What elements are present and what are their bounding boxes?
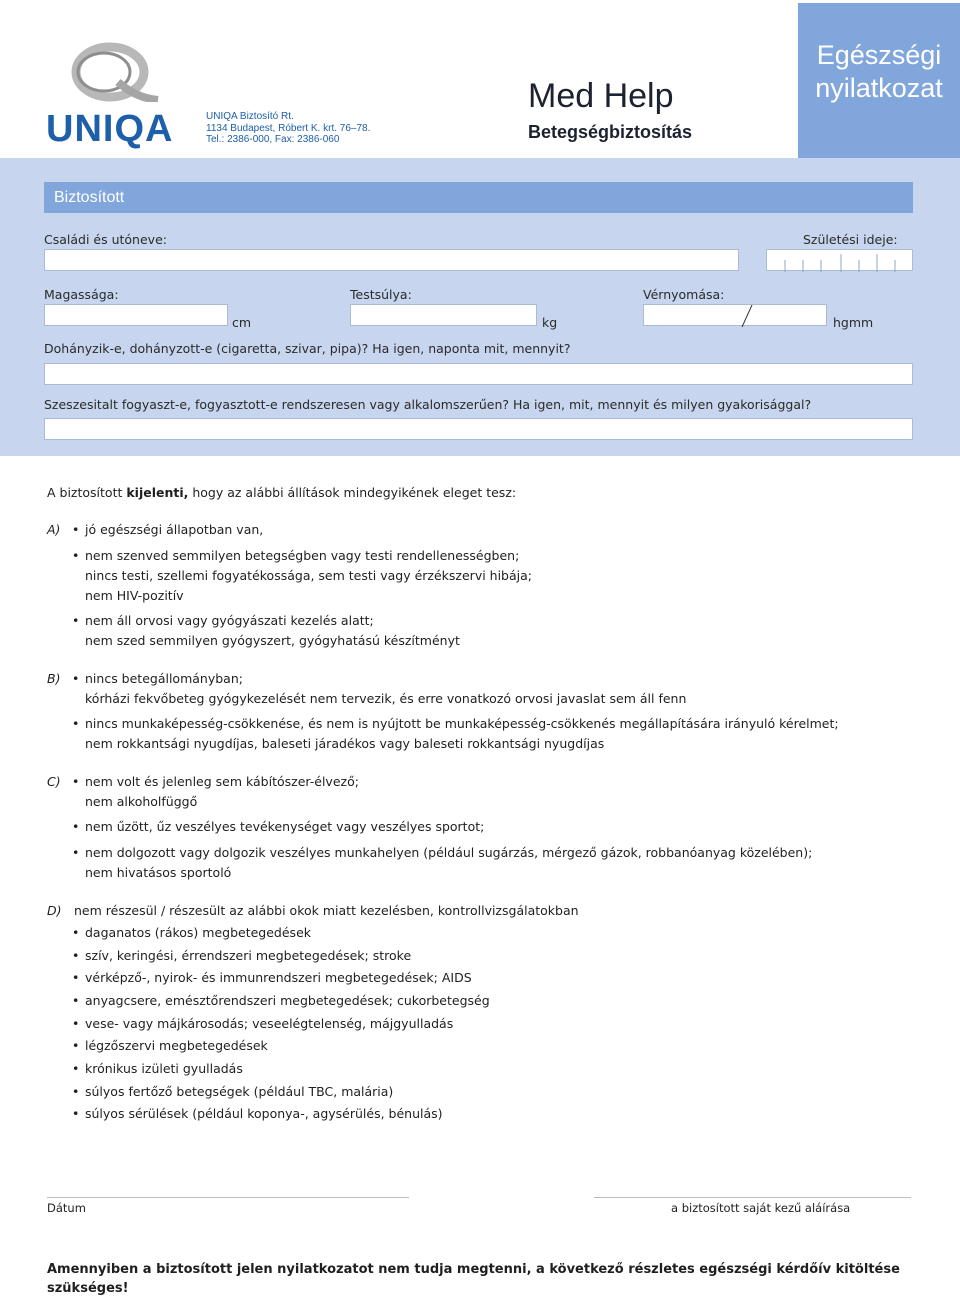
list-item-line: nem rokkantsági nyugdíjas, baleseti járadékos vagy baleseti rokkantsági nyugdíjas [85,736,605,751]
smoking-question: Dohányzik-e, dohányzott-e (cigaretta, szivar, pipa)? Ha igen, naponta mit, mennyit? [44,341,571,356]
bullet-icon: • [72,774,80,789]
group-letter-b: B) [47,671,61,686]
bullet-icon: • [72,948,80,963]
uniqa-logo: UNIQA [46,108,174,150]
list-item-line: nem dolgozott vagy dolgozik veszélyes munkahelyen (például sugárzás, mérgező gázok, robbanóanyag közelében); [85,845,813,860]
list-item-line: súlyos fertőző betegségek (például TBC, malária) [85,1084,394,1099]
weight-label: Testsúlya: [350,287,412,302]
list-item-line: súlyos sérülések (például koponya-, agysérülés, bénulás) [85,1106,443,1121]
declaration-intro [47,485,516,500]
footnote: Amennyiben a biztosított jelen nyilatkozatot nem tudja megtenni, a következő részletes egészségi kérdőív kitöltése szükséges! [47,1262,900,1296]
bullet-icon: • [72,548,80,563]
height-field[interactable] [44,304,228,326]
company-address [206,111,370,146]
list-item-line: nem szenved semmilyen betegségben vagy testi rendellenességben; [85,548,520,563]
list-item-line: anyagcsere, emésztőrendszeri megbetegedések; cukorbetegség [85,993,490,1008]
weight-field[interactable] [350,304,537,326]
bullet-icon: • [72,1061,80,1076]
list-item-line: nem hivatásos sportoló [85,865,232,880]
list-item-line: nem volt és jelenleg sem kábítószer-élvező; [85,774,359,789]
bullet-icon: • [72,1106,80,1121]
list-item-line: vese- vagy májkárosodás; veseelégtelenség, májgyulladás [85,1016,454,1031]
logo-graphic [48,42,168,102]
form-type-line-2: nyilatkozat [815,73,943,103]
section-title-bar: Biztosított [44,182,913,213]
signature-label: a biztosított saját kezű aláírása [671,1201,851,1215]
bullet-icon: • [72,845,80,860]
intro-text-bold: kijelenti, [126,485,189,500]
form-type-box [798,3,960,159]
blood-pressure-field[interactable] [643,304,827,326]
bullet-icon: • [72,522,80,537]
list-item-line: vérképző-, nyirok- és immunrendszeri megbetegedések; AIDS [85,970,472,985]
name-field[interactable] [44,249,739,271]
bullet-icon: • [72,613,80,628]
list-item-line: nem szed semmilyen gyógyszert, gyógyhatású készítményt [85,633,460,648]
list-item-line: nem űzött, űz veszélyes tevékenységet vagy veszélyes sportot; [85,819,485,834]
list-item-line: légzőszervi megbetegedések [85,1038,268,1053]
group-d-intro: nem részesül / részesült az alábbi okok miatt kezelésben, kontrollvizsgálatokban [74,903,579,918]
group-letter-c: C) [47,774,61,789]
list-item-line: nem alkoholfüggő [85,794,198,809]
birth-date-label: Születési ideje: [803,232,898,247]
list-item-line: kórházi fekvőbeteg gyógykezelését nem tervezik, és erre vonatkozó orvosi javaslat sem áll fenn [85,691,687,706]
name-label: Családi és utóneve: [44,232,167,247]
date-label: Dátum [47,1201,86,1215]
intro-text-start: A biztosított [47,485,127,500]
company-street: 1134 Budapest, Róbert K. krt. 76–78. [206,122,371,134]
date-signature-line[interactable] [47,1197,409,1198]
weight-unit: kg [542,315,558,330]
intro-text-end: hogy az alábbi állítások mindegyikének eleget tesz: [188,485,517,500]
group-letter-a: A) [47,522,61,537]
bullet-icon: • [72,671,80,686]
list-item-line: nem áll orvosi vagy gyógyászati kezelés alatt; [85,613,374,628]
bullet-icon: • [72,1038,80,1053]
list-item-line: szív, keringési, érrendszeri megbetegedések; stroke [85,948,412,963]
blood-pressure-label: Vérnyomása: [643,287,725,302]
blood-pressure-unit: hgmm [833,315,874,330]
alcohol-answer-field[interactable] [44,418,913,440]
bullet-icon: • [72,716,80,731]
list-item-line: nincs betegállományban; [85,671,243,686]
bullet-icon: • [72,1016,80,1031]
height-label: Magassága: [44,287,119,302]
bullet-icon: • [72,1084,80,1099]
list-item-line: daganatos (rákos) megbetegedések [85,925,311,940]
bullet-icon: • [72,993,80,1008]
group-letter-d: D) [47,903,62,918]
list-item-line: nincs testi, szellemi fogyatékossága, sem testi vagy érzékszervi hibája; [85,568,532,583]
bullet-icon: • [72,819,80,834]
bullet-icon: • [72,925,80,940]
document-title: Med Help [528,77,674,115]
company-name: UNIQA Biztosító Rt. [206,111,294,122]
smoking-answer-field[interactable] [44,363,913,385]
birth-date-field[interactable] [766,249,913,271]
list-item-line: nincs munkaképesség-csökkenése, és nem is nyújtott be munkaképesség-csökkenés megállapítására irányuló kérelmet; [85,716,839,731]
height-unit: cm [232,315,252,330]
signature-line[interactable] [594,1197,911,1198]
list-item-line: nem HIV-pozitív [85,588,184,603]
alcohol-question: Szeszesitalt fogyaszt-e, fogyasztott-e rendszeresen vagy alkalomszerűen? Ha igen, mit, mennyit és milyen gyakorisággal? [44,397,812,412]
bullet-icon: • [72,970,80,985]
company-phone: Tel.: 2386-000, Fax: 2386-060 [206,134,340,145]
form-type-line-1: Egészségi [816,40,942,70]
list-item-line: krónikus izületi gyulladás [85,1061,243,1076]
list-item-line: jó egészségi állapotban van, [85,522,264,537]
document-subtitle: Betegségbiztosítás [528,122,693,142]
